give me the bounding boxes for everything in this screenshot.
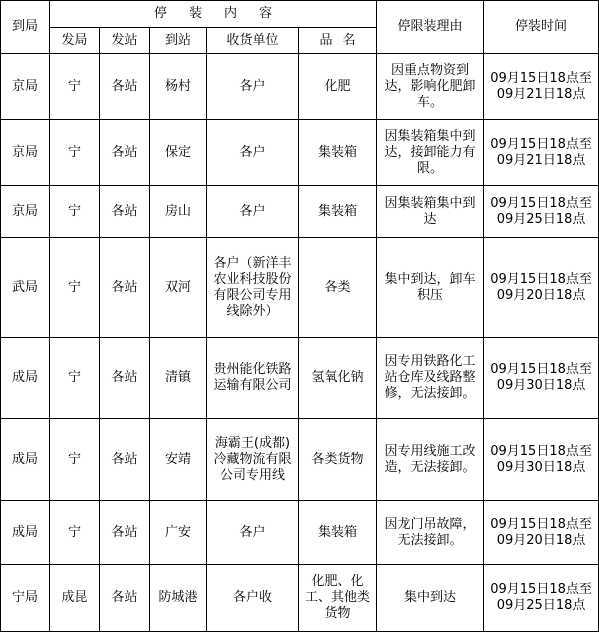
cell-dest-station: 广安: [150, 501, 207, 565]
cell-origin-bureau: 宁: [50, 186, 100, 238]
table-row: [1, 419, 599, 501]
table-row: [1, 54, 599, 120]
cell-consignee: 贵州能化铁路运输有限公司: [207, 338, 299, 419]
period-start: 09月15日18点至: [490, 136, 592, 152]
cell-dest-station: 清镇: [150, 338, 207, 419]
cell-dest-bureau: 京局: [1, 120, 50, 186]
cell-dest-bureau: 成局: [1, 419, 50, 501]
cell-period: [484, 501, 599, 565]
cell-origin-bureau: 宁: [50, 238, 100, 338]
header-origin-bureau: 发局: [50, 28, 100, 54]
period-end: 09月25日18点: [496, 598, 586, 613]
header-origin-station: 发站: [100, 28, 150, 54]
period-end: 09月21日18点: [496, 86, 586, 102]
period-start: 09月15日18点至: [490, 70, 592, 86]
period-end: 09月25日18点: [496, 211, 586, 227]
table-row: [1, 338, 599, 419]
period-end: 09月20日18点: [496, 532, 586, 548]
cell-period: [484, 54, 599, 120]
cell-origin-bureau: 宁: [50, 338, 100, 419]
cell-goods: 集装箱: [299, 186, 377, 238]
cell-origin-bureau: 宁: [50, 54, 100, 120]
cell-goods: 集装箱: [299, 120, 377, 186]
cell-reason: 因专用铁路化工站仓库及线路整修，无法接卸。: [377, 338, 484, 419]
cell-reason: 因集装箱集中到达: [377, 186, 484, 238]
cell-dest-station: 防城港: [150, 565, 207, 632]
cell-goods: 化肥: [299, 54, 377, 120]
period-start: 09月15日18点至: [490, 516, 592, 532]
cell-origin-bureau: 成昆: [50, 565, 100, 632]
cell-reason: 集中到达，卸车积压: [377, 238, 484, 338]
table-row: [1, 120, 599, 186]
cell-goods: 化肥、化工、其他类货物: [299, 565, 377, 632]
cell-dest-station: 杨村: [150, 54, 207, 120]
cell-goods: 各类: [299, 238, 377, 338]
cell-origin-bureau: 宁: [50, 120, 100, 186]
header-reason: 停限装理由: [377, 1, 484, 54]
cell-origin-station: 各站: [100, 565, 150, 632]
cell-period: [484, 120, 599, 186]
period-start: 09月15日18点至: [490, 362, 592, 377]
period-start: 09月15日18点至: [490, 271, 592, 287]
cell-consignee: 海霸王(成都)冷藏物流有限公司专用线: [207, 419, 299, 501]
cell-reason: 因集装箱集中到达，接卸能力有限。: [377, 120, 484, 186]
header-period: 停装时间: [484, 1, 599, 54]
period-end: 09月30日18点: [496, 459, 586, 475]
cell-origin-bureau: 宁: [50, 501, 100, 565]
cell-dest-bureau: 宁局: [1, 565, 50, 632]
cell-dest-station: 房山: [150, 186, 207, 238]
cell-origin-station: 各站: [100, 338, 150, 419]
header-row-main: [1, 1, 599, 28]
period-start: 09月15日18点至: [490, 443, 592, 459]
header-content-group: 停装内容: [50, 1, 377, 28]
period-start: 09月15日18点至: [490, 195, 592, 211]
cell-dest-bureau: 成局: [1, 338, 50, 419]
table-row: [1, 565, 599, 632]
cell-dest-station: 安靖: [150, 419, 207, 501]
header-goods: 品名: [299, 28, 377, 54]
header-dest-bureau: 到局: [1, 1, 50, 54]
cell-dest-bureau: 武局: [1, 238, 50, 338]
cell-dest-bureau: 成局: [1, 501, 50, 565]
cell-consignee: 各户收: [207, 565, 299, 632]
header-dest-station: 到站: [150, 28, 207, 54]
cell-consignee: 各户: [207, 186, 299, 238]
cell-period: [484, 186, 599, 238]
cell-reason: 因专用线施工改造，无法接卸。: [377, 419, 484, 501]
cell-origin-station: 各站: [100, 501, 150, 565]
cell-consignee: 各户: [207, 54, 299, 120]
cell-origin-station: 各站: [100, 238, 150, 338]
header-consignee: 收货单位: [207, 28, 299, 54]
cell-goods: 集装箱: [299, 501, 377, 565]
period-end: 09月20日18点: [496, 287, 586, 303]
cell-reason: 集中到达: [377, 565, 484, 632]
cell-dest-station: 双河: [150, 238, 207, 338]
table-row: [1, 501, 599, 565]
cell-period: [484, 338, 599, 419]
cell-origin-bureau: 宁: [50, 419, 100, 501]
cell-dest-bureau: 京局: [1, 54, 50, 120]
cell-origin-station: 各站: [100, 186, 150, 238]
period-end: 09月21日18点: [496, 152, 586, 168]
cell-consignee: 各户（新洋丰农业科技股份有限公司专用线除外）: [207, 238, 299, 338]
cell-consignee: 各户: [207, 120, 299, 186]
cell-period: [484, 238, 599, 338]
cell-origin-station: 各站: [100, 419, 150, 501]
period-end: 09月30日18点: [496, 378, 586, 393]
cell-period: [484, 565, 599, 632]
cell-goods: 氢氧化钠: [299, 338, 377, 419]
table-row: [1, 186, 599, 238]
cell-origin-station: 各站: [100, 54, 150, 120]
table-row: [1, 238, 599, 338]
cell-goods: 各类货物: [299, 419, 377, 501]
cell-origin-station: 各站: [100, 120, 150, 186]
cell-period: [484, 419, 599, 501]
cell-dest-bureau: 京局: [1, 186, 50, 238]
cell-reason: 因重点物资到达，影响化肥卸车。: [377, 54, 484, 120]
cell-consignee: 各户: [207, 501, 299, 565]
period-start: 09月15日18点至: [490, 582, 592, 597]
cell-dest-station: 保定: [150, 120, 207, 186]
cell-reason: 因龙门吊故障，无法接卸。: [377, 501, 484, 565]
